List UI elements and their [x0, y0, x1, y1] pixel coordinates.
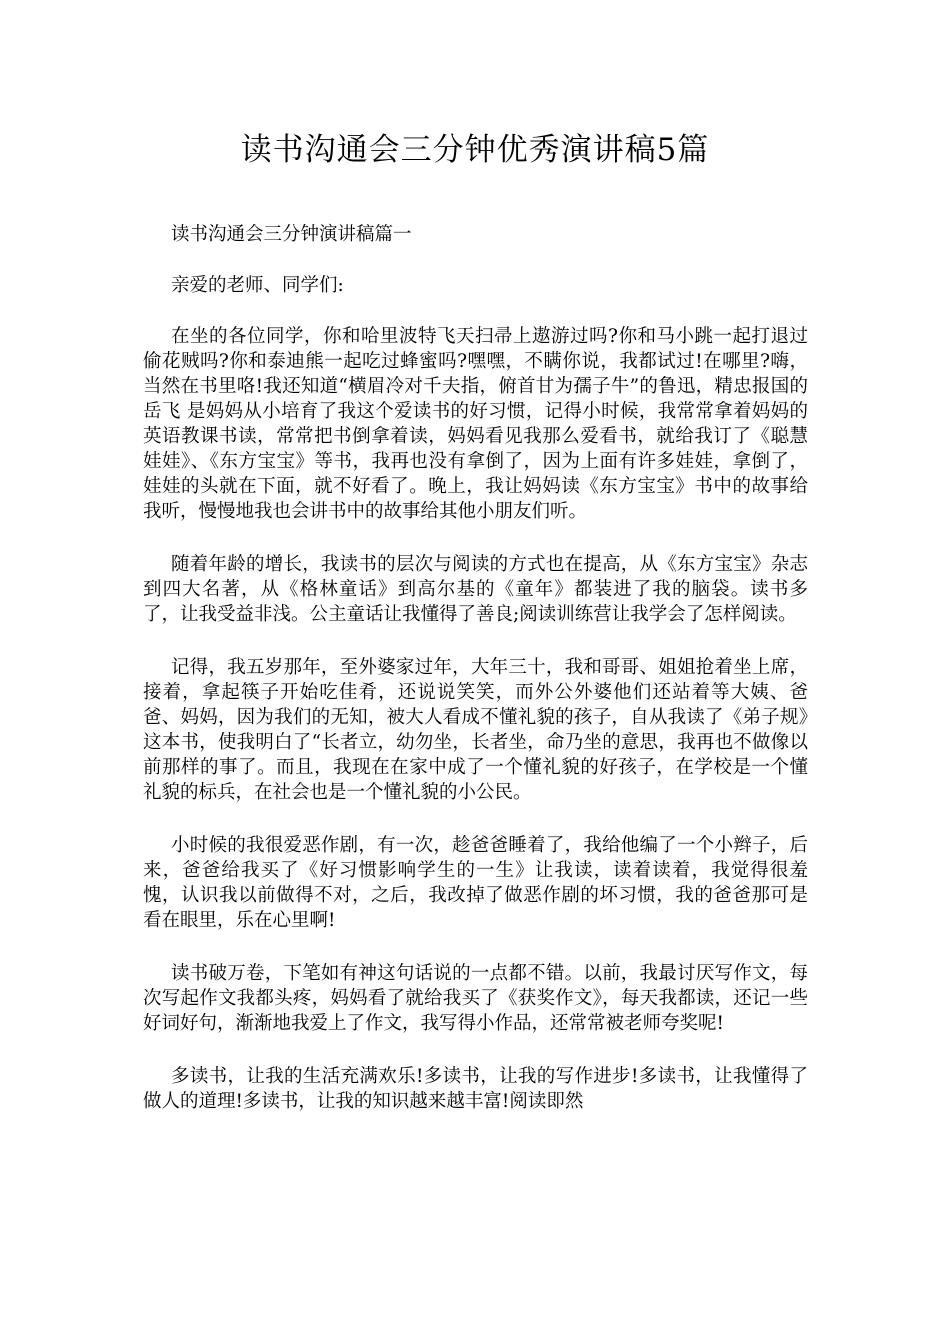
section-heading: 读书沟通会三分钟演讲稿篇一 [171, 224, 412, 245]
document-body [143, 222, 808, 1142]
paragraph: 记得，我五岁那年，至外婆家过年，大年三十，我和哥哥、姐姐抢着坐上席，接着，拿起筷子开始吃佳肴，还说说笑笑，而外公外婆他们还站着等大姨、爸爸、妈妈，因为我们的无知，被大人看成不懂礼貌的孩子，自从我读了《弟子规》这本书，使我明白了“长者立，幼勿坐，长者坐，命乃坐的意思，我再也不做像以前那样的事了。而且，我现在在家中成了一个懂礼貌的好孩子，在学校是一个懂礼貌的标兵，在社会也是一个懂礼貌的小公民。 [143, 657, 808, 803]
paragraph: 读书破万卷，下笔如有神这句话说的一点都不错。以前，我最讨厌写作文，每次写起作文我都头疼，妈妈看了就给我买了《获奖作文》，每天我都读，还记一些好词好句，渐渐地我爱上了作文，我写得小作品，还常常被老师夸奖呢! [143, 963, 808, 1034]
document-title: 读书沟通会三分钟优秀演讲稿5篇 [240, 132, 710, 168]
paragraph: 多读书，让我的生活充满欢乐!多读书，让我的写作进步!多读书，让我懂得了做人的道理!多读书，让我的知识越来越丰富!阅读即然 [143, 1066, 808, 1112]
paragraph: 在坐的各位同学，你和哈里波特飞天扫帚上遨游过吗?你和马小跳一起打退过偷花贼吗?你和泰迪熊一起吃过蜂蜜吗?嘿嘿，不瞒你说，我都试过!在哪里?嗨，当然在书里咯!我还知道“横眉冷对千夫指，俯首甘为孺子牛”的鲁迅，精忠报国的岳飞 是妈妈从小培育了我这个爱读书的好习惯，记得小时候，我常常拿着妈妈的英语教课书读，常常把书倒拿着读，妈妈看见我那么爱看书，就给我订了《聪慧娃娃》、《东方宝宝》等书，我再也没有拿倒了，因为上面有许多娃娃，拿倒了，娃娃的头就在下面，就不好看了。晚上，我让妈妈读《东方宝宝》书中的故事给我听，慢慢地我也会讲书中的故事给其他小朋友们听。 [143, 326, 808, 522]
greeting: 亲爱的老师、同学们: [171, 275, 344, 296]
paragraph: 随着年龄的增长，我读书的层次与阅读的方式也在提高，从《东方宝宝》杂志到四大名著，从《格林童话》到高尔基的《童年》都装进了我的脑袋。读书多了，让我受益非浅。公主童话让我懂得了善良;阅读训练营让我学会了怎样阅读。 [143, 554, 808, 625]
paragraph: 小时候的我很爱恶作剧，有一次，趁爸爸睡着了，我给他编了一个小辫子，后来，爸爸给我买了《好习惯影响学生的一生》让我读，读着读着，我觉得很羞愧，认识我以前做得不对，之后，我改掉了做恶作剧的坏习惯，我的爸爸那可是看在眼里，乐在心里啊! [143, 835, 808, 931]
